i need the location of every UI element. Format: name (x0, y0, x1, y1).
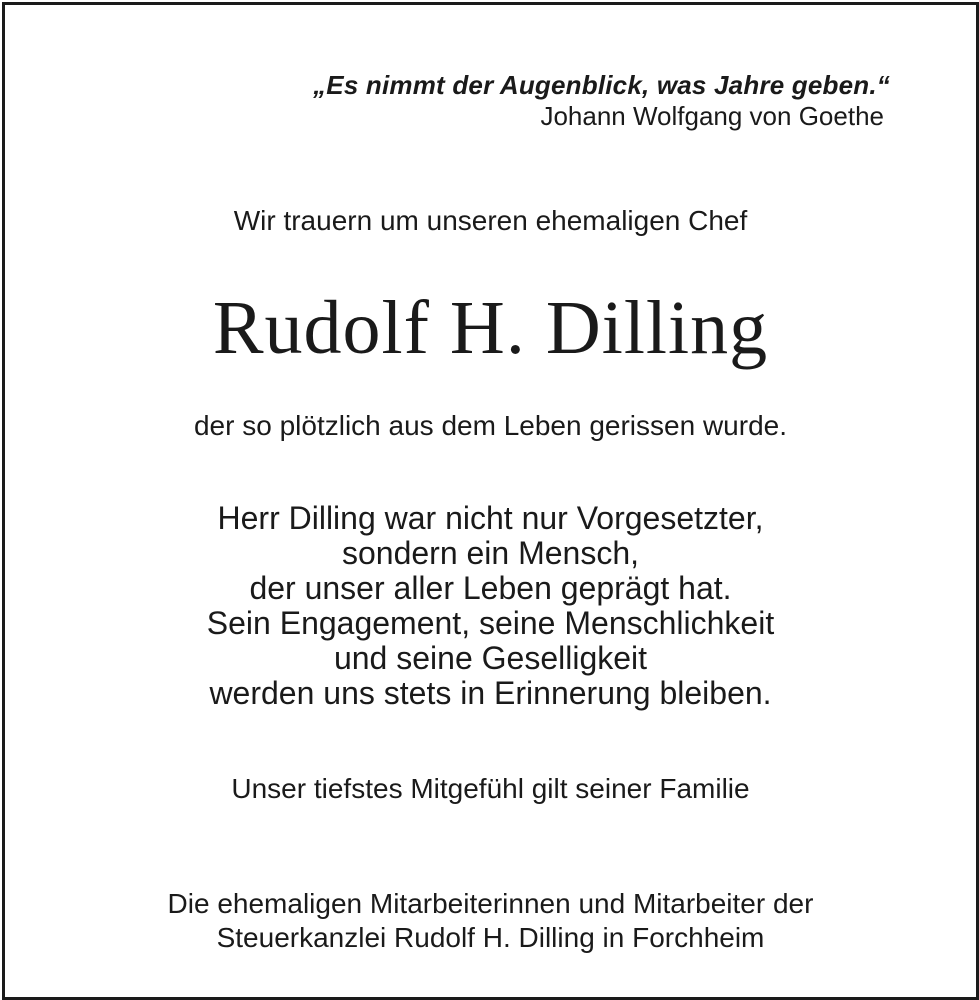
deceased-name: Rudolf H. Dilling (212, 286, 769, 370)
tribute-line: Herr Dilling war nicht nur Vorgesetzter, (217, 500, 764, 536)
tribute-line: sondern ein Mensch, (341, 535, 640, 571)
tribute-line: Sein Engagement, seine Menschlichkeit (206, 605, 775, 641)
tribute-line: werden uns stets in Erinnerung bleiben. (209, 675, 772, 711)
condolence-text: Unser tiefstes Mitgefühl gilt seiner Familie (231, 773, 750, 804)
signature-block (5, 887, 976, 955)
intro-text: Wir trauern um unseren ehemaligen Chef (233, 205, 748, 236)
tribute-paragraph (5, 501, 976, 711)
quote-block (313, 69, 890, 131)
quote-author: Johann Wolfgang von Goethe (540, 101, 884, 131)
quote-text: „Es nimmt der Augenblick, was Jahre geben.“ (313, 70, 890, 100)
signature-line: Die ehemaligen Mitarbeiterinnen und Mitarbeiter der (167, 888, 814, 919)
subline-text: der so plötzlich aus dem Leben gerissen wurde. (193, 410, 787, 441)
tribute-line: der unser aller Leben geprägt hat. (249, 570, 732, 606)
signature-line: Steuerkanzlei Rudolf H. Dilling in Forchheim (216, 922, 765, 953)
obituary-frame (2, 2, 979, 1000)
tribute-line: und seine Geselligkeit (333, 640, 648, 676)
